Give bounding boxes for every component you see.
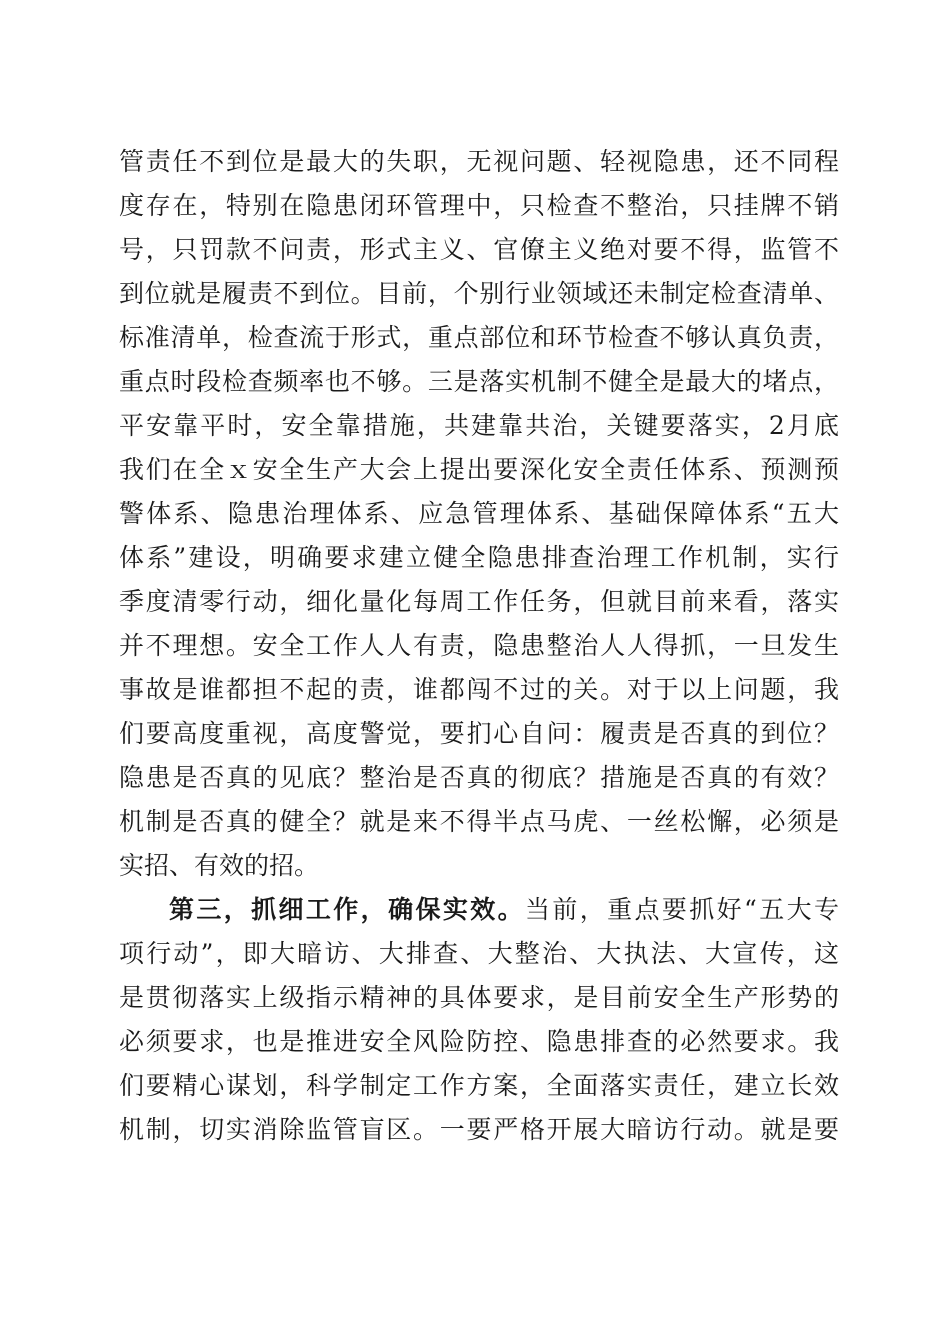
text-line: 重点时段检查频率也不够。三是落实机制不健全是最大的堵点， xyxy=(119,367,839,396)
text-line: 到位就是履责不到位。目前，个别行业领域还未制定检查清单、 xyxy=(119,279,839,308)
text-line: 事故是谁都担不起的责，谁都闯不过的关。对于以上问题，我 xyxy=(119,675,839,704)
text-line: 机制是否真的健全？就是来不得半点马虎、一丝松懈，必须是 xyxy=(119,807,839,836)
text-line: 季度清零行动，细化量化每周工作任务，但就目前来看，落实 xyxy=(119,587,839,616)
text-line: 警体系、隐患治理体系、应急管理体系、基础保障体系“五大 xyxy=(119,499,839,528)
section-heading: 第三，抓细工作，确保实效。 xyxy=(169,895,525,924)
text-line: 是贯彻落实上级指示精神的具体要求，是目前安全生产形势的 xyxy=(119,983,839,1012)
text-span: 当前，重点要抓好“五大专 xyxy=(524,895,839,924)
text-line: 们要精心谋划，科学制定工作方案，全面落实责任，建立长效 xyxy=(119,1071,839,1100)
text-line: 们要高度重视，高度警觉，要扪心自问：履责是否真的到位？ xyxy=(119,719,839,748)
text-line: 管责任不到位是最大的失职，无视问题、轻视隐患，还不同程 xyxy=(119,147,839,176)
text-line: 体系”建设，明确要求建立健全隐患排查治理工作机制，实行 xyxy=(119,543,839,572)
text-line: 我们在全ｘ安全生产大会上提出要深化安全责任体系、预测预 xyxy=(119,455,839,484)
body-text xyxy=(119,140,839,1152)
text-line: 隐患是否真的见底？整治是否真的彻底？措施是否真的有效？ xyxy=(119,763,839,792)
text-line: 并不理想。安全工作人人有责，隐患整治人人得抓，一旦发生 xyxy=(119,631,839,660)
text-line: 实招、有效的招。 xyxy=(119,851,320,880)
text-line: 平安靠平时，安全靠措施，共建靠共治，关键要落实，2月底 xyxy=(119,411,839,440)
text-line: 机制，切实消除监管盲区。一要严格开展大暗访行动。就是要 xyxy=(119,1115,839,1144)
text-line: 度存在，特别在隐患闭环管理中，只检查不整治，只挂牌不销 xyxy=(119,191,839,220)
text-line: 号，只罚款不问责，形式主义、官僚主义绝对要不得，监管不 xyxy=(119,235,839,264)
text-line: 必须要求，也是推进安全风险防控、隐患排查的必然要求。我 xyxy=(119,1027,839,1056)
paragraph-first-line xyxy=(119,888,839,932)
text-line: 标准清单，检查流于形式，重点部位和环节检查不够认真负责， xyxy=(119,323,839,352)
text-line: 项行动”，即大暗访、大排查、大整治、大执法、大宣传，这 xyxy=(119,939,839,968)
